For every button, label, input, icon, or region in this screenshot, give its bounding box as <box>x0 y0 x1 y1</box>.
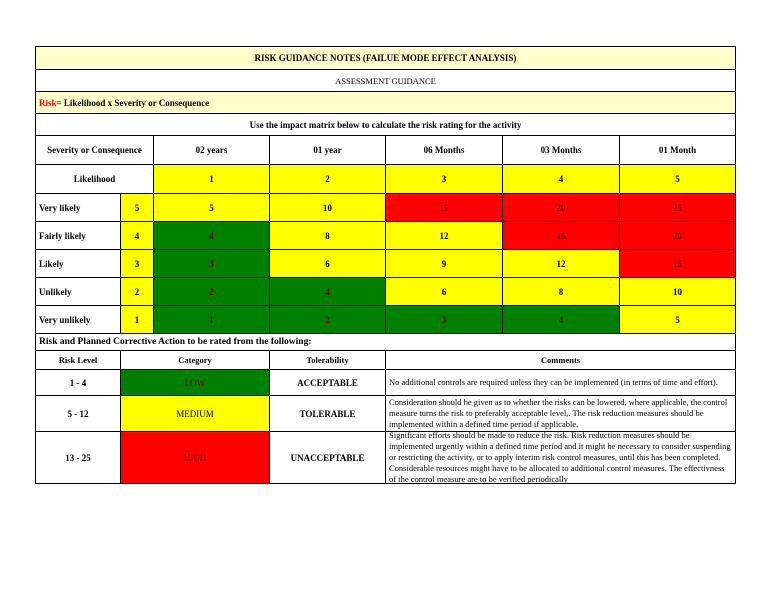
severity-col-1: 02 years <box>154 136 270 164</box>
risk-score-cell: 15 <box>386 194 503 221</box>
risk-score-cell: 8 <box>503 278 620 305</box>
risk-score-cell: 3 <box>386 306 503 333</box>
risk-level-range: 1 - 4 <box>36 370 121 395</box>
severity-col-2: 01 year <box>270 136 386 164</box>
risk-level-header: Risk Level <box>36 351 121 369</box>
risk-score-cell: 4 <box>270 278 386 305</box>
likelihood-score: 3 <box>121 250 154 277</box>
risk-score-cell: 20 <box>503 194 620 221</box>
risk-score-cell: 16 <box>503 222 620 249</box>
matrix-row <box>35 194 736 222</box>
likelihood-header-row <box>35 165 736 194</box>
risk-score-cell: 6 <box>386 278 503 305</box>
severity-score-1: 1 <box>154 165 270 193</box>
likelihood-score: 5 <box>121 194 154 221</box>
risk-score-cell: 5 <box>154 194 270 221</box>
subtitle-row <box>35 70 736 92</box>
likelihood-label: Fairly likely <box>36 222 121 249</box>
title-row <box>35 46 736 70</box>
likelihood-label: Unlikely <box>36 278 121 305</box>
risk-level-range: 13 - 25 <box>36 432 121 483</box>
risk-score-cell: 5 <box>620 306 735 333</box>
action-heading-row <box>35 334 736 351</box>
risk-score-cell: 4 <box>503 306 620 333</box>
risk-level-row <box>35 370 736 396</box>
risk-score-cell: 6 <box>270 250 386 277</box>
risk-score-cell: 25 <box>620 194 735 221</box>
risk-levels <box>35 370 736 484</box>
comments-header: Comments <box>540 355 581 365</box>
formula-row <box>35 92 736 114</box>
risk-category: HIGH <box>121 432 270 483</box>
matrix-row <box>35 250 736 278</box>
severity-col-3: 06 Months <box>386 136 503 164</box>
matrix-row <box>35 278 736 306</box>
risk-score-cell: 10 <box>270 194 386 221</box>
levels-header-row <box>35 351 736 370</box>
risk-level-row <box>35 432 736 484</box>
risk-score-cell: 9 <box>386 250 503 277</box>
instruction-row <box>35 114 736 136</box>
likelihood-score: 2 <box>121 278 154 305</box>
likelihood-score: 1 <box>121 306 154 333</box>
risk-matrix <box>35 194 736 334</box>
severity-score-3: 3 <box>386 165 503 193</box>
category-header: Category <box>121 351 270 369</box>
risk-comment: Significant efforts should be made to reduce the risk. Risk reduction measures should be implemented urgently within a defined time period and it might be necessary to consider suspending or restricting the activity, or to apply interim risk control measures, until this has been completed. Considerable resources might have to be allocated to additional control measures. The effectivness of the control measure are to be verified periodically <box>389 430 731 484</box>
risk-score-cell: 20 <box>620 222 735 249</box>
risk-level-row <box>35 396 736 432</box>
severity-header: Severity or Consequence <box>36 136 154 164</box>
severity-col-4: 03 Months <box>503 136 620 164</box>
likelihood-label: Likely <box>36 250 121 277</box>
likelihood-score: 4 <box>121 222 154 249</box>
severity-header-row <box>35 136 736 165</box>
risk-score-cell: 1 <box>154 306 270 333</box>
likelihood-label: Very likely <box>36 194 121 221</box>
risk-score-cell: 3 <box>154 250 270 277</box>
risk-score-cell: 2 <box>270 306 386 333</box>
likelihood-label: Very unlikely <box>36 306 121 333</box>
risk-comment: Consideration should be given as to whether the risks can be lowered, where applicable, the control measure turns the risk to preferably acceptable level,. The risk reduction measures should be implemented within a defined time period if applicable. <box>389 397 728 429</box>
severity-score-4: 4 <box>503 165 620 193</box>
risk-score-cell: 2 <box>154 278 270 305</box>
risk-score-cell: 8 <box>270 222 386 249</box>
risk-tolerability: UNACCEPTABLE <box>270 432 386 483</box>
matrix-row <box>35 306 736 334</box>
severity-score-5: 5 <box>620 165 735 193</box>
page-subtitle: ASSESSMENT GUIDANCE <box>335 75 436 86</box>
risk-tolerability: ACCEPTABLE <box>270 370 386 395</box>
risk-comment: No additional controls are required unless they can be implemented (in terms of time and effort). <box>389 377 718 387</box>
risk-score-cell: 4 <box>154 222 270 249</box>
risk-guidance-sheet <box>35 46 736 484</box>
risk-score-cell: 15 <box>620 250 735 277</box>
risk-tolerability: TOLERABLE <box>270 396 386 431</box>
risk-level-range: 5 - 12 <box>36 396 121 431</box>
risk-word: Risk <box>39 97 57 108</box>
risk-category: LOW <box>121 370 270 395</box>
risk-score-cell: 10 <box>620 278 735 305</box>
risk-category: MEDIUM <box>121 396 270 431</box>
tolerability-header: Tolerability <box>270 351 386 369</box>
action-heading: Risk and Planned Corrective Action to be rated from the following: <box>39 337 312 347</box>
matrix-instruction: Use the impact matrix below to calculate the risk rating for the activity <box>249 119 522 130</box>
likelihood-header: Likelihood <box>36 165 154 193</box>
risk-formula <box>36 92 735 113</box>
severity-col-5: 01 Month <box>658 145 697 155</box>
risk-score-cell: 12 <box>503 250 620 277</box>
formula-text: = Likelihood x Severity or Consequence <box>56 97 210 108</box>
severity-score-2: 2 <box>270 165 386 193</box>
matrix-row <box>35 222 736 250</box>
page-title: RISK GUIDANCE NOTES (FAILUE MODE EFFECT ANALYSIS) <box>254 53 517 63</box>
risk-score-cell: 12 <box>386 222 503 249</box>
